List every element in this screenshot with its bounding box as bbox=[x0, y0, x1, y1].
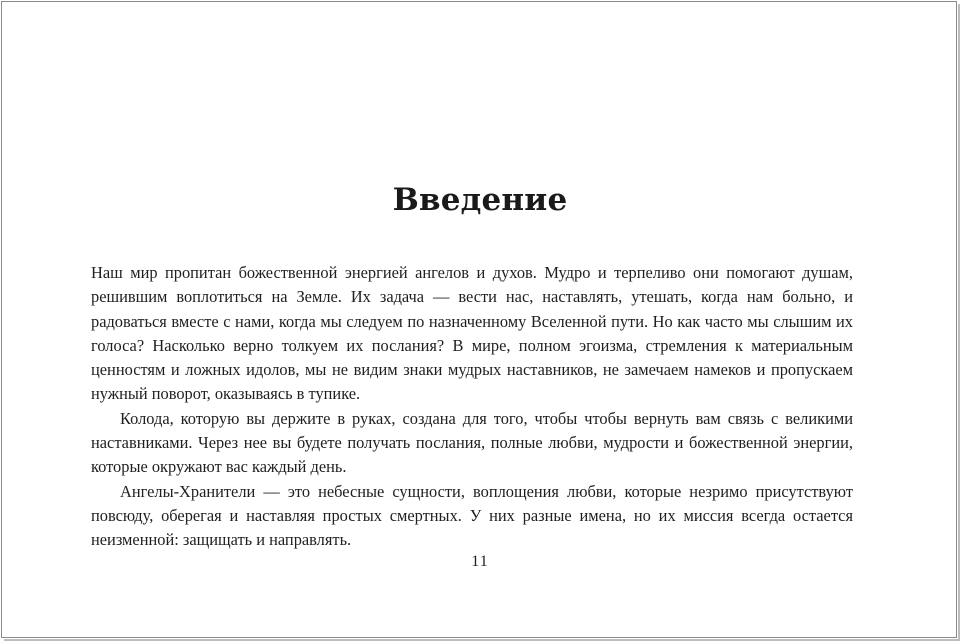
book-page bbox=[1, 1, 957, 638]
page-number: 11 bbox=[471, 553, 489, 570]
body-text bbox=[91, 261, 853, 553]
chapter-title: Введение bbox=[392, 181, 568, 218]
paragraph-1: Наш мир пропитан божественной энергией ангелов и духов. Мудро и терпеливо они помогают душам, решившим воплотиться на Земле. Их задача — вести нас, наставлять, утешать, когда нам больно, и радоваться вместе с нами, когда мы следуем по назначенному Вселенной пути. Но как часто мы слышим их голоса? Насколько верно толкуем их послания? В мире, полном эгоизма, стремления к материальным ценностям и ложных идолов, мы не видим знаки мудрых наставников, не замечаем намеков и пропускаем нужный поворот, оказываясь в тупике. bbox=[91, 263, 853, 404]
paragraph-3: Ангелы-Хранители — это небесные сущности, воплощения любви, которые незримо присутствуют повсюду, оберегая и наставляя простых смертных. У них разные имена, но их миссия всегда остается неизменной: защищать и направлять. bbox=[91, 481, 853, 550]
paragraph-2: Колода, которую вы держите в руках, создана для того, чтобы чтобы вернуть вам связь с великими наставниками. Через нее вы будете получать послания, полные любви, мудрости и божественной энергии, которые окружают вас каждый день. bbox=[91, 408, 853, 477]
